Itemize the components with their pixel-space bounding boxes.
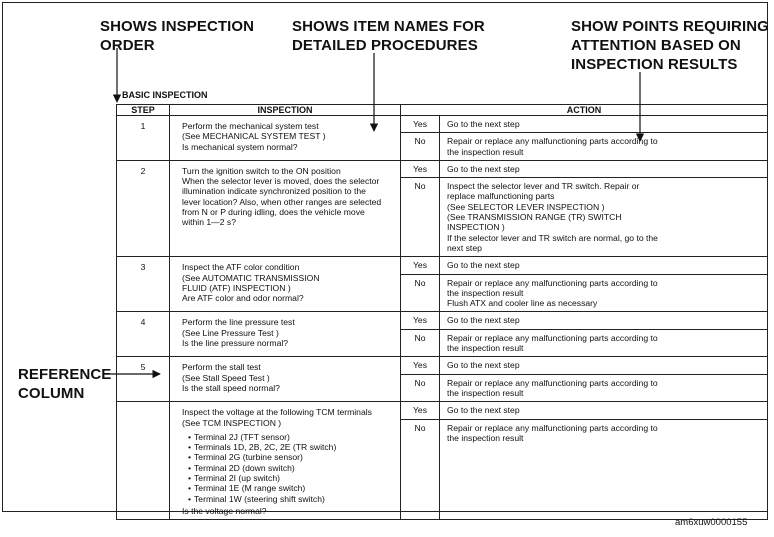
callout-inspection-order: SHOWS INSPECTION ORDER [100,18,255,54]
no-action-line: the inspection result [447,343,524,354]
no-action-line: the inspection result [447,432,524,443]
terminal-item: • Terminal 2J (TFT sensor) [188,432,396,442]
no-action-line: Repair or replace any malfunctioning parts according to [447,377,658,388]
yes-label: Yes [412,163,428,174]
inspection-line: (See Stall Speed Test ) [182,372,270,383]
yes-label: Yes [412,360,428,371]
no-label: No [414,136,426,147]
no-action-line: If the selector lever and TR switch are normal, go to the [447,232,658,243]
no-action-line: Repair or replace any malfunctioning parts according to [447,136,658,147]
no-action-line: Repair or replace any malfunctioning parts according to [447,422,658,433]
yes-label: Yes [412,405,428,416]
terminal-item: • Terminal 1W (steering shift switch) [188,494,396,504]
inspection-line: lever location? Also, when other ranges are selected [182,196,382,207]
yes-action: Go to the next step [447,360,520,371]
inspection-line: (See MECHANICAL SYSTEM TEST ) [182,131,326,142]
header-action: ACTION [401,105,768,116]
no-action-line: next step [447,242,482,253]
inspection-line: Perform the line pressure test [182,317,295,328]
inspection-line: within 1—2 s? [182,217,236,228]
no-label: No [414,277,426,288]
inspection-line: FLUID (ATF) INSPECTION ) [182,282,291,293]
yes-action: Go to the next step [447,163,520,174]
no-action-line: Repair or replace any malfunctioning parts according to [447,277,658,288]
no-label: No [414,181,426,192]
inspection-line: Inspect the voltage at the following TCM terminals [182,407,372,418]
inspection-line: When the selector lever is moved, does the selector [182,176,380,187]
step-number: 2 [140,165,146,176]
terminal-item: • Terminals 1D, 2B, 2C, 2E (TR switch) [188,442,396,452]
inspection-line: Inspect the ATF color condition [182,262,300,273]
no-action-line: Inspect the selector lever and TR switch. Repair or [447,181,640,192]
yes-label: Yes [412,119,428,129]
no-label: No [414,332,426,343]
callout-points-requiring-attention: SHOW POINTS REQUIRING ATTENTION BASED ON INSPECTION RESULTS [571,18,769,73]
no-action-line: (See SELECTOR LEVER INSPECTION ) [447,201,605,212]
no-action-line: Repair or replace any malfunctioning parts according to [447,332,658,343]
callout-item-names: SHOWS ITEM NAMES FOR DETAILED PROCEDURES [292,18,485,54]
yes-label: Yes [412,315,428,326]
inspection-line: Perform the stall test [182,362,261,373]
inspection-line: Perform the mechanical system test [182,121,319,131]
no-action-line: INSPECTION ) [447,222,505,233]
inspection-line: from N or P during idling, does the vehicle move [182,207,365,218]
no-action-line: the inspection result [447,146,524,157]
inspection-line: Is the stall speed normal? [182,382,280,393]
section-title: BASIC INSPECTION [122,90,208,100]
inspection-line: (See Line Pressure Test ) [182,327,279,338]
inspection-line: Are ATF color and odor normal? [182,293,304,304]
step-number: 3 [140,262,146,273]
step-number: 5 [140,362,146,373]
figure-code: am6xuw0000155 [675,517,748,528]
inspection-line: (See TCM INSPECTION ) [182,417,282,428]
terminal-item: • Terminal 1E (M range switch) [188,483,396,493]
yes-action: Go to the next step [447,315,520,326]
inspection-line: illumination indicate synchronized position to the [182,186,366,197]
terminal-item: • Terminal 2D (down switch) [188,463,396,473]
yes-action: Go to the next step [447,260,520,271]
inspection-line: Is mechanical system normal? [182,141,298,152]
inspection-question: Is the voltage normal? [182,505,267,516]
no-action-line: the inspection result [447,387,524,398]
terminal-item: • Terminal 2G (turbine sensor) [188,452,396,462]
callout-reference-column: REFERENCE COLUMN [18,366,112,402]
inspection-line: Turn the ignition switch to the ON position [182,165,341,176]
no-label: No [414,377,426,388]
inspection-line: Is the line pressure normal? [182,338,289,349]
yes-label: Yes [412,260,428,271]
no-action-line: (See TRANSMISSION RANGE (TR) SWITCH [447,212,622,223]
no-action-line: Flush ATX and cooler line as necessary [447,298,598,309]
terminal-item: • Terminal 2I (up switch) [188,473,396,483]
no-label: No [414,422,426,433]
yes-action: Go to the next step [447,405,520,416]
no-action-line: the inspection result [447,287,524,298]
inspection-line: (See AUTOMATIC TRANSMISSION [182,272,320,283]
yes-action: Go to the next step [447,119,520,129]
header-step: STEP [117,105,170,116]
step-number: 1 [140,121,146,131]
no-action-line: replace malfunctioning parts [447,191,555,202]
step-number: 4 [140,317,146,328]
header-inspection: INSPECTION [170,105,401,116]
